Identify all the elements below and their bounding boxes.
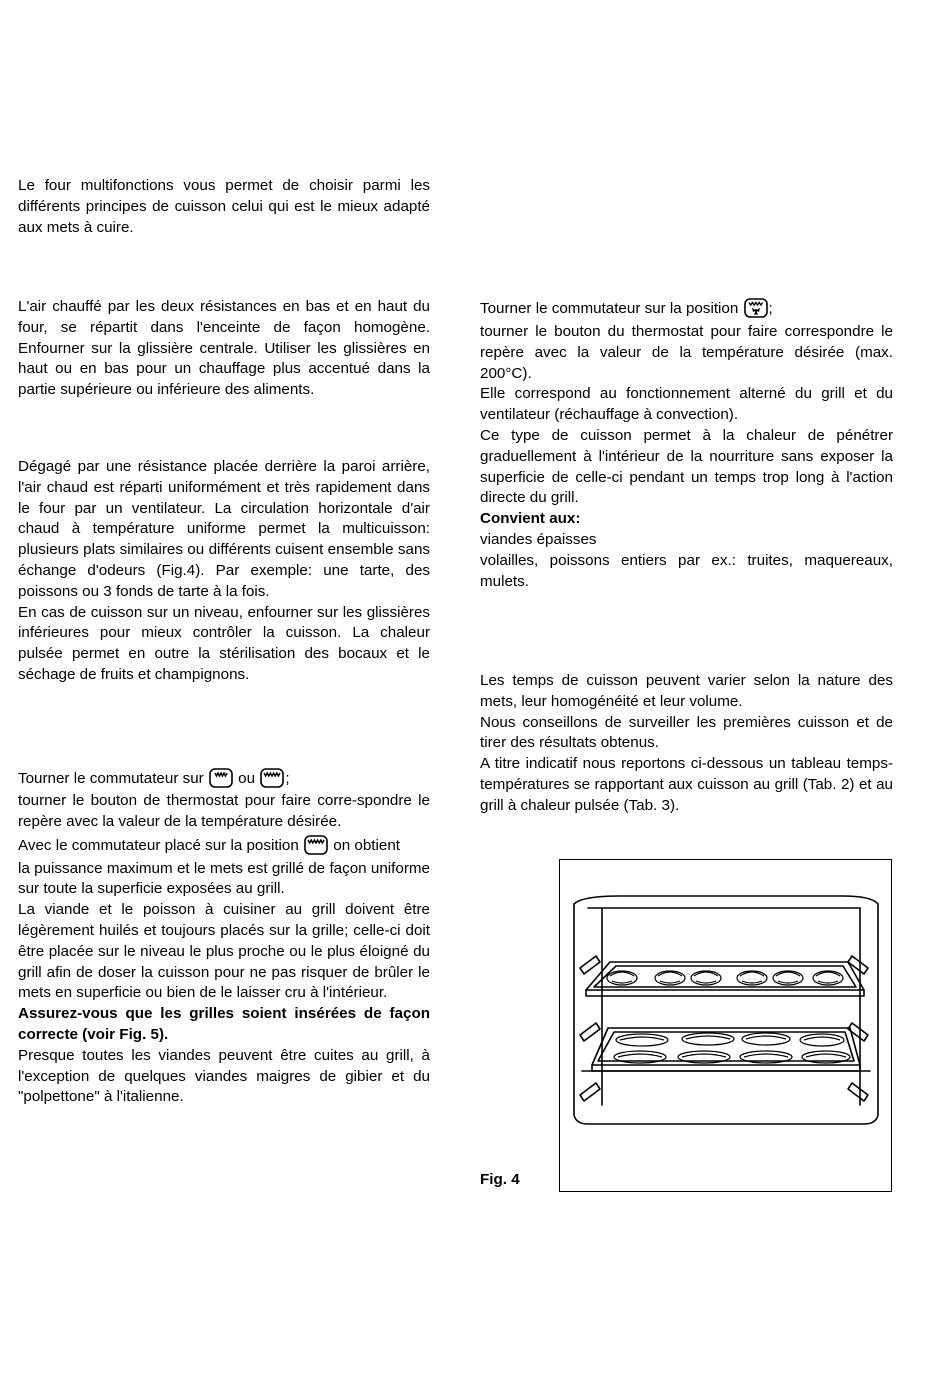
- grill-thermostat-text: tourner le bouton de thermostat pour faire corre-spondre le repère avec la valeur de la température désirée.: [18, 792, 430, 830]
- turbo-alternation-text: Elle correspond au fonctionnement alterné du grill et du ventilateur (réchauffage à convection).: [480, 385, 893, 424]
- grill-position-line: [18, 833, 430, 859]
- grill-section: [18, 767, 430, 1108]
- grill-warning: Assurez-vous que les grilles soient insérées de façon correcte (voir Fig. 5).: [18, 1005, 430, 1043]
- intro-paragraph: Le four multifonctions vous permet de choisir parmi les différents principes de cuisson celui qui est le mieux adapté aux mets à cuire.: [18, 177, 430, 236]
- grill-position-prefix: Avec le commutateur placé sur la position: [18, 836, 299, 854]
- fig-4-label: Fig. 4: [480, 1171, 520, 1188]
- grill-turn-prefix: Tourner le commutateur sur: [18, 770, 204, 787]
- grill-all-meats-paragraph: Presque toutes les viandes peuvent être cuites au grill, à l'exception de quelques viandes maigres de gibier et du "polpettone" à l'italienne.: [18, 1046, 430, 1106]
- cooking-times-section: [480, 671, 893, 817]
- turbo-grill-section: [480, 296, 893, 592]
- fig-4-frame: [559, 859, 892, 1192]
- grill-full-icon: [260, 768, 284, 788]
- turbo-type-text: Ce type de cuisson permet à la chaleur de pénétrer graduellement à l'intérieur de la nourriture sans exposer la superficie de celle-ci pendant un temps trop long à l'action directe du grill.: [480, 426, 893, 507]
- turbo-grill-icon: [744, 298, 768, 318]
- cooking-times-paragraph-3: A titre indicatif nous reportons ci-dessous un tableau temps-températures se rapportant aux cuisson au grill (Tab. 2) et au grill à chaleur pulsée (Tab. 3).: [480, 755, 893, 814]
- grill-turn-or: ou: [238, 770, 256, 787]
- fan-cooking-section: [18, 457, 430, 686]
- suits-label: Convient aux:: [480, 510, 581, 528]
- turbo-turn-suffix: ;: [768, 300, 773, 317]
- grill-small-icon: [209, 768, 233, 788]
- turbo-thermostat-text: tourner le bouton du thermostat pour faire correspondre le repère avec la valeur de la température désirée (max. 200°C).: [480, 323, 893, 382]
- conventional-cooking-paragraph: L'air chauffé par les deux résistances en bas et en haut du four, se répartit dans l'enceinte de façon homogène. Enfourner sur la glissière centrale. Utiliser les glissières en haut ou en bas pour un chauffage plus accentué dans la partie supérieure ou inférieure des aliments.: [18, 298, 430, 399]
- cooking-times-paragraph-1: Les temps de cuisson peuvent varier selon la nature des mets, leur homogénéité et leur volume.: [480, 672, 893, 710]
- cooking-times-paragraph-2: Nous conseillons de surveiller les premières cuisson et de tirer des résultats obtenus.: [480, 713, 893, 752]
- grill-meat-paragraph: La viande et le poisson à cuisiner au grill doivent être légèrement huilés et toujours placés sur la grille; celle-ci doit être placée sur le niveau le plus proche ou le plus éloigné du grill afin de doser la cuisson pour ne pas risquer de brûler le mets en superficie ou bien de le laisser cru à l'intérieur.: [18, 901, 430, 1002]
- suits-item-1: viandes épaisses: [480, 530, 597, 548]
- fan-cooking-paragraph-1: Dégagé par une résistance placée derrière la paroi arrière, l'air chaud est réparti uniformément et très rapidement dans le four par un ventilateur. La circulation horizontale d'air chaud à température uniforme permet la multicuisson: plusieurs plats similaires ou différents cuisent ensemble sans échange d'odeurs (Fig.4). Par exemple: une tarte, des poissons ou 3 fonds de tarte à la fois.: [18, 458, 430, 600]
- grill-position-suffix: on obtient: [333, 836, 401, 854]
- grill-turn-suffix: ;: [285, 770, 290, 787]
- grill-turn-line: [18, 767, 430, 791]
- turbo-turn-prefix: Tourner le commutateur sur la position: [480, 300, 739, 317]
- grill-full-icon: [304, 835, 328, 855]
- fan-cooking-paragraph-2: En cas de cuisson sur un niveau, enfourner sur les glissières inférieures pour mieux contrôler la cuisson. La chaleur pulsée permet en outre la stérilisation des bocaux et le séchage de fruits et champignons.: [18, 603, 430, 683]
- grill-position-rest: la puissance maximum et le mets est grillé de façon uniforme sur toute la superficie exposées au grill.: [18, 859, 430, 898]
- oven-multicooking-illustration: [560, 860, 890, 1190]
- suits-item-2: volailles, poissons entiers par ex.: truites, maquereaux, mulets.: [480, 551, 893, 590]
- turbo-turn-line: [480, 296, 893, 322]
